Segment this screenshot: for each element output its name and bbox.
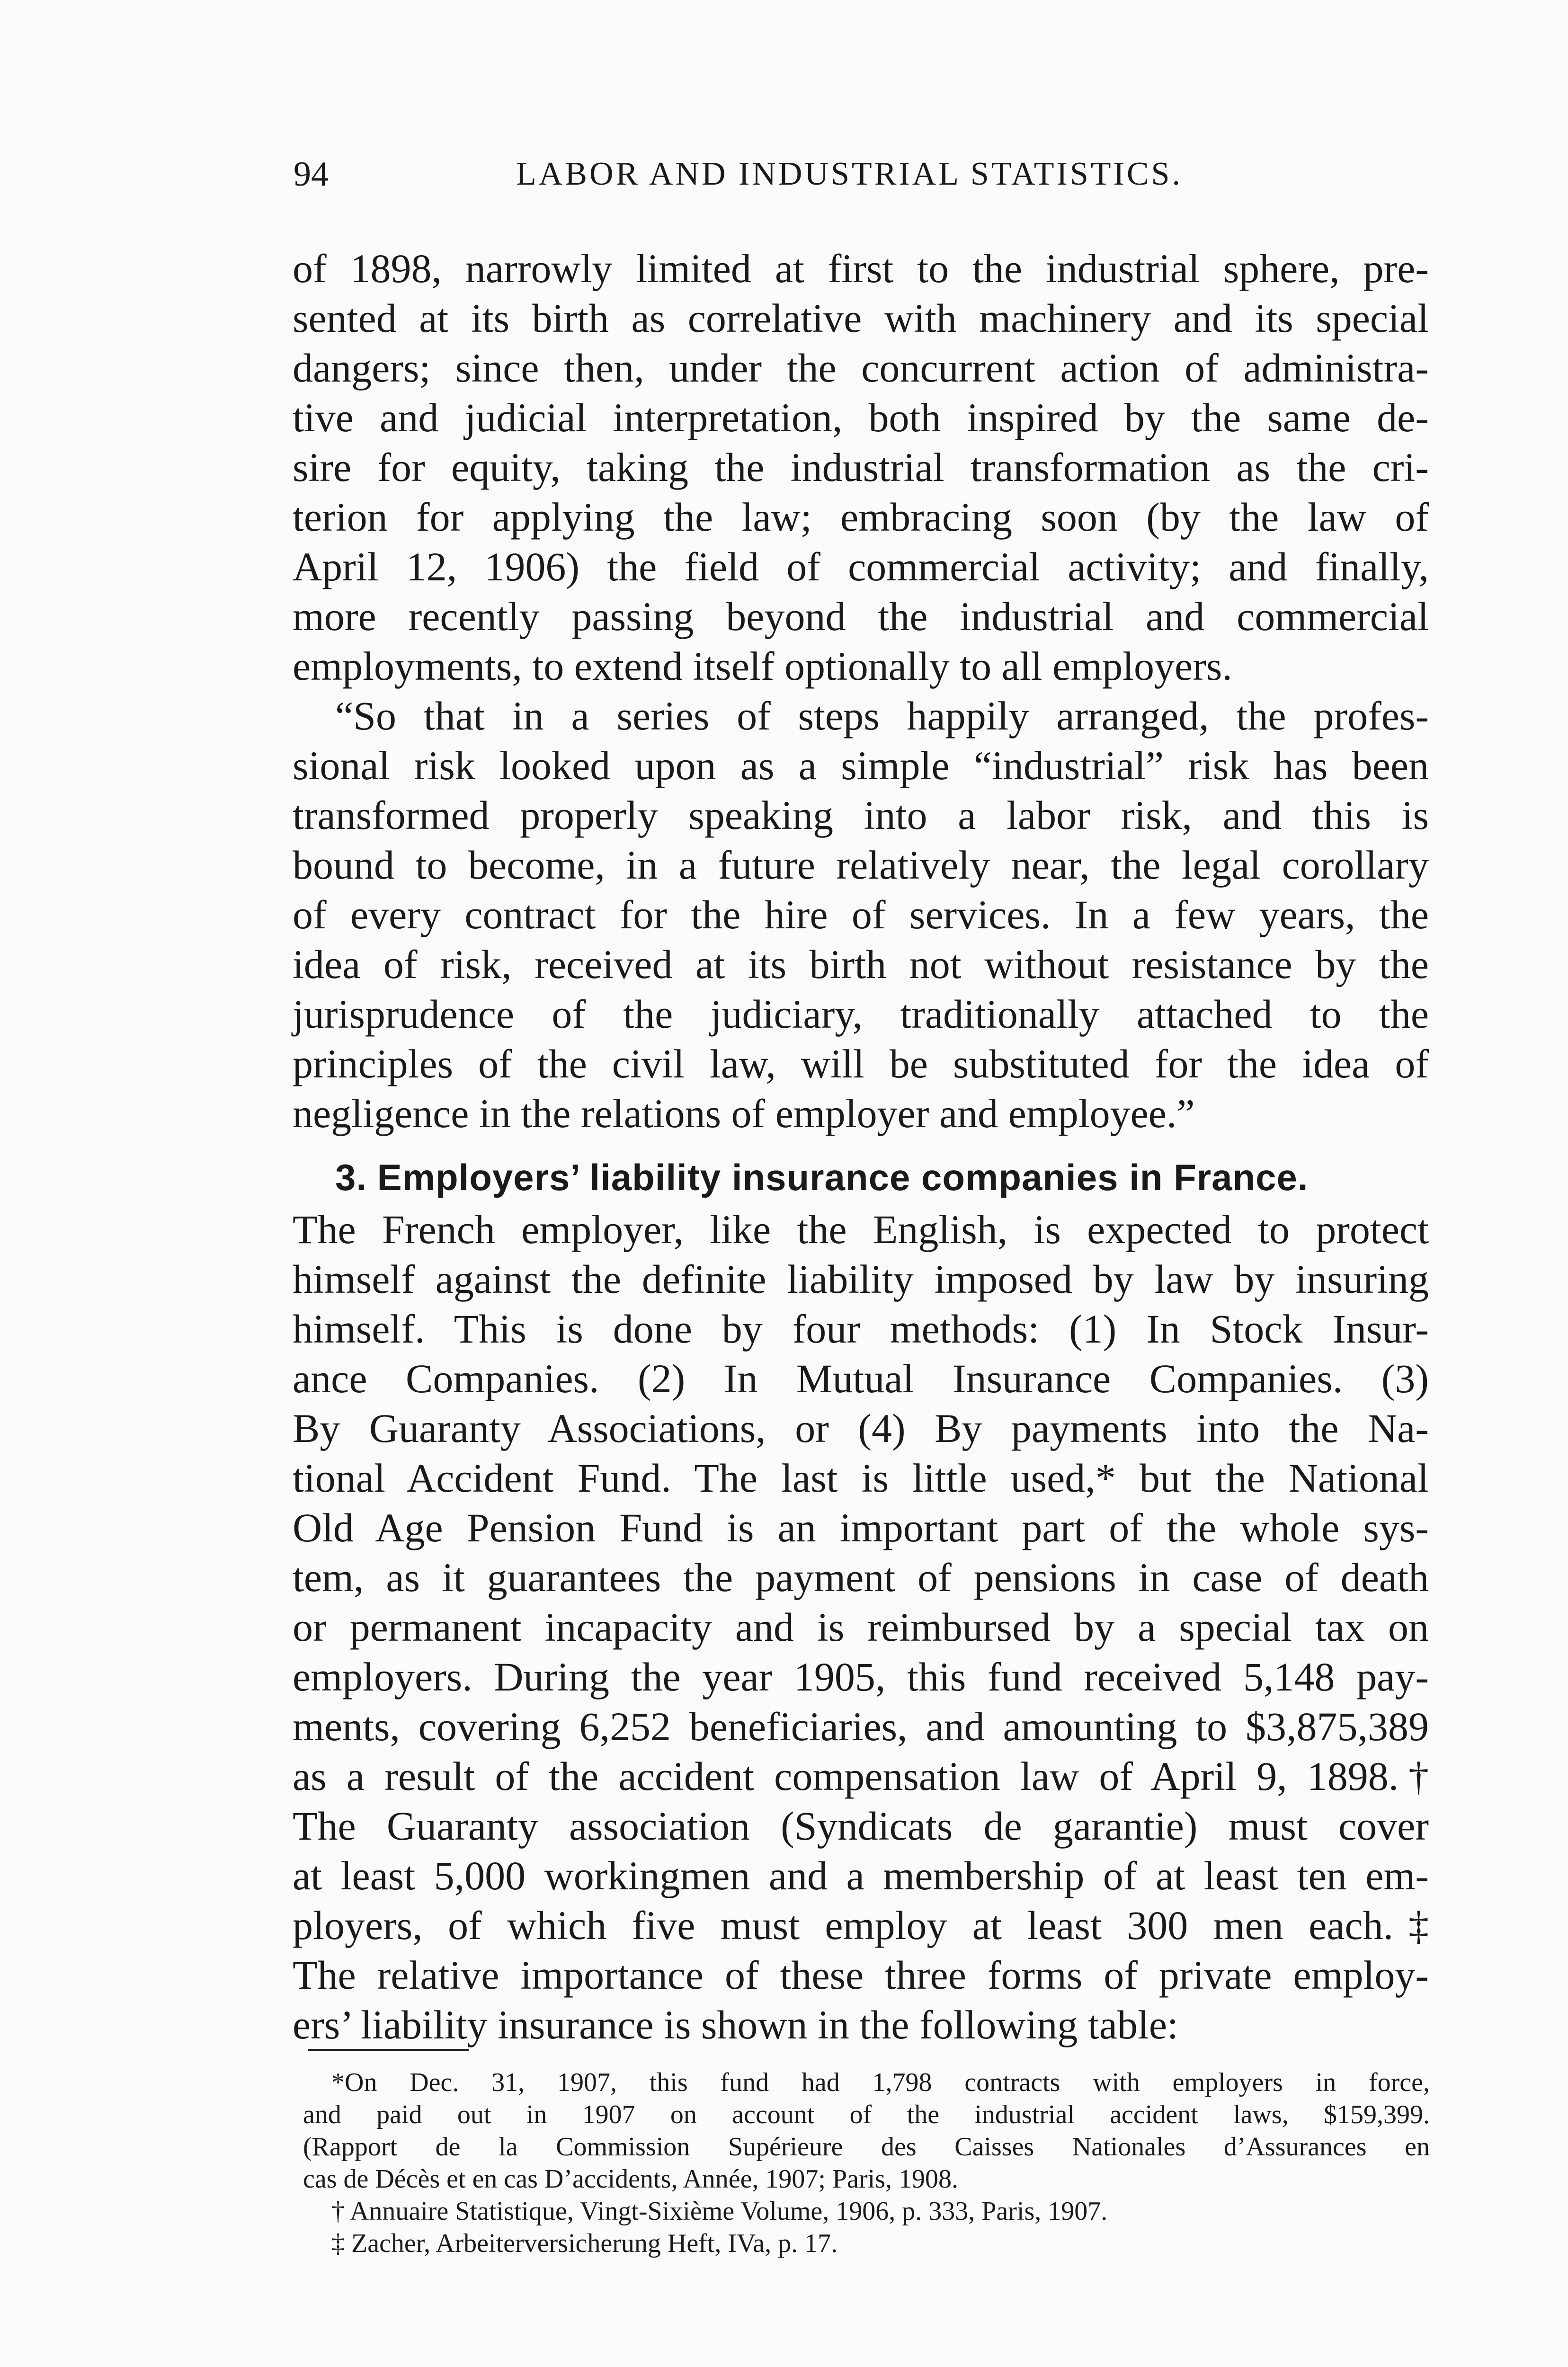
section-3 bbox=[293, 1148, 1429, 2050]
text-line: ployers, of which five must employ at least 300 men each.‡ bbox=[293, 1903, 1429, 1948]
text-line: of every contract for the hire of services. In a few years, the bbox=[293, 892, 1429, 937]
footnote-line: (Rapport de la Commission Supérieure des Caisses Nationales d’Assurances en bbox=[303, 2132, 1430, 2162]
text-line: dangers; since then, under the concurrent action of administra- bbox=[293, 345, 1429, 391]
text-line: idea of risk, received at its birth not without resistance by the bbox=[293, 942, 1429, 987]
text-line: principles of the civil law, will be substituted for the idea of bbox=[293, 1041, 1429, 1086]
text-line: himself against the definite liability imposed by law by insuring bbox=[293, 1256, 1429, 1302]
section-heading bbox=[293, 1148, 1429, 1205]
text-line: ers’ liability insurance is shown in the following table: bbox=[293, 2002, 1178, 2047]
footnote-line: † Annuaire Statistique, Vingt-Sixième Volume, 1906, p. 333, Paris, 1907. bbox=[331, 2197, 1108, 2226]
text-line: himself. This is done by four methods: (1) In Stock Insur- bbox=[293, 1306, 1429, 1352]
text-line: April 12, 1906) the field of commercial activity; and finally, bbox=[293, 544, 1429, 589]
text-line: The relative importance of these three forms of private employ- bbox=[293, 1952, 1429, 1998]
quoted-paragraph bbox=[293, 691, 1429, 1139]
text-line: of 1898, narrowly limited at first to the industrial sphere, pre- bbox=[293, 246, 1429, 291]
text-line: “So that in a series of steps happily arranged, the profes- bbox=[335, 693, 1429, 739]
text-line: sire for equity, taking the industrial transformation as the cri- bbox=[293, 445, 1429, 490]
paragraph-continued bbox=[293, 244, 1429, 691]
footnote-line: *On Dec. 31, 1907, this fund had 1,798 contracts with employers in force, bbox=[331, 2068, 1430, 2097]
page-header bbox=[294, 151, 1430, 198]
text-line: more recently passing beyond the industrial and commercial bbox=[293, 594, 1429, 639]
text-line: tive and judicial interpretation, both inspired by the same de- bbox=[293, 395, 1429, 440]
text-line: The French employer, like the English, is expected to protect bbox=[293, 1207, 1429, 1252]
text-line: terion for applying the law; embracing soon (by the law of bbox=[293, 494, 1429, 540]
body-text bbox=[293, 244, 1429, 2050]
text-line: jurisprudence of the judiciary, traditionally attached to the bbox=[293, 991, 1429, 1037]
text-line: employers. During the year 1905, this fund received 5,148 pay- bbox=[293, 1654, 1429, 1700]
text-line: or permanent incapacity and is reimbursed by a special tax on bbox=[293, 1604, 1429, 1650]
footnote-line: ‡ Zacher, Arbeiterversicherung Heft, IVa, p. 17. bbox=[331, 2229, 838, 2258]
text-line: tional Accident Fund. The last is little used,* but the National bbox=[293, 1455, 1429, 1501]
text-line: By Guaranty Associations, or (4) By payments into the Na- bbox=[293, 1406, 1429, 1451]
footnotes bbox=[303, 2066, 1430, 2260]
text-line: as a result of the accident compensation law of April 9, 1898.† bbox=[293, 1753, 1429, 1799]
section-number: 3. bbox=[335, 1157, 367, 1198]
running-head: LABOR AND INDUSTRIAL STATISTICS. bbox=[516, 156, 1183, 192]
footnote-line: and paid out in 1907 on account of the industrial accident laws, $159,399. bbox=[303, 2100, 1430, 2129]
text-line: bound to become, in a future relatively near, the legal corollary bbox=[293, 842, 1429, 888]
text-line: The Guaranty association (Syndicats de garantie) must cover bbox=[293, 1803, 1429, 1849]
text-line: employments, to extend itself optionally to all employers. bbox=[293, 643, 1232, 689]
text-line: negligence in the relations of employer and employee.” bbox=[293, 1091, 1195, 1136]
section-title: Employers’ liability insurance companies in France. bbox=[377, 1157, 1309, 1198]
text-line: Old Age Pension Fund is an important part of the whole sys- bbox=[293, 1505, 1429, 1550]
page-number: 94 bbox=[294, 155, 329, 194]
text-line: tem, as it guarantees the payment of pensions in case of death bbox=[293, 1555, 1429, 1600]
text-line: ments, covering 6,252 beneficiaries, and amounting to $3,875,389 bbox=[293, 1704, 1429, 1749]
text-line: ance Companies. (2) In Mutual Insurance Companies. (3) bbox=[293, 1356, 1429, 1401]
text-line: transformed properly speaking into a labor risk, and this is bbox=[293, 792, 1429, 838]
footnote-divider bbox=[308, 2049, 469, 2051]
text-line: sional risk looked upon as a simple “industrial” risk has been bbox=[293, 743, 1429, 788]
footnote-line: cas de Décès et en cas D’accidents, Année, 1907; Paris, 1908. bbox=[303, 2164, 958, 2194]
text-line: at least 5,000 workingmen and a membership of at least ten em- bbox=[293, 1853, 1429, 1898]
text-line: sented at its birth as correlative with machinery and its special bbox=[293, 295, 1429, 341]
